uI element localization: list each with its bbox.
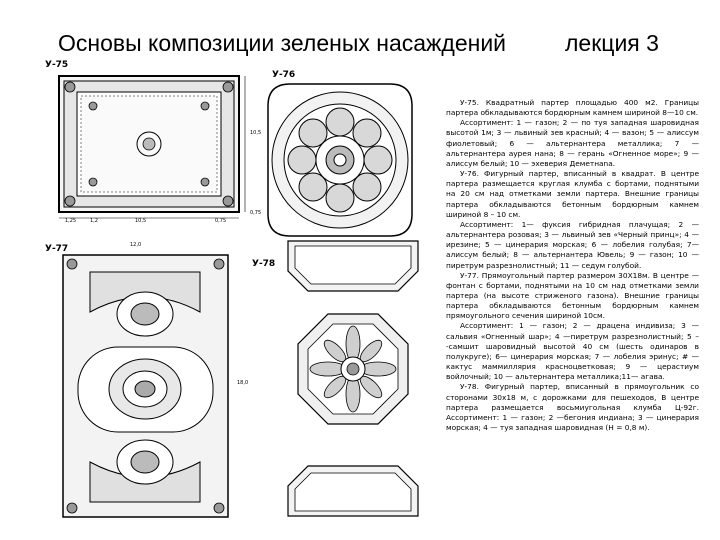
figures-area — [45, 60, 425, 530]
paragraph-u76-assortment: Ассортимент: 1— фуксия гибридная плачущая; 2 — альтернантера розовая; 3 — львиный зев «Черный принц»; 4 — ирезине; 5 — цинерария морская; 6 — лобелия голубая; 7— алиссум белый; 8 — альтернантера Ювель; 9 — газон; 10 — пиретрум разрезнолистный; 11 — седум голубой. — [446, 219, 699, 270]
dim-label: 18,0 — [237, 380, 249, 386]
parterre-u77-drawing — [60, 252, 235, 522]
paragraph-u78: У-78. Фигурный партер, вписанный в прямоугольник со сторонами 30х18 м, с дорожками для пешеходов, В центре партера размещается восьмиугольная клумба Ц-92г. Ассортимент: 1 — газон; 2 —бегония индиана; 3 — цинерария морская; 4 — туя западная шаровидная (Н = 0,8 м). — [446, 382, 699, 432]
dim-label: 0,75 — [215, 218, 227, 224]
dim-label: 0,75 — [250, 210, 262, 216]
paragraph-u77-assortment: Ассортимент: 1 — газон; 2 — драцена индивиза; 3 — сальвия «Огненный шар»; 4 —пиретрум разрезнолистный; 5 – -самшит шаровидный высотой 40 см (шесть одинаров в полукруге); 6— цинерария морская; 7 — лобелия эринус; # — кактус маммиллярия красноцветковая; 9 — церастиум войлочный; 10 — альтернантера металлика;11— агава. — [446, 321, 699, 382]
figure-label-u78: У-78 — [252, 259, 276, 269]
dim-label: 10,5 — [250, 130, 262, 136]
parterre-u76-drawing — [260, 78, 420, 243]
description-text — [446, 98, 699, 433]
lecture-number: лекция 3 — [565, 30, 659, 56]
dim-label: 10,5 — [135, 218, 147, 224]
paragraph-u77: У-77. Прямоугольный партер размером 30Х18м. В центре — фонтан с бортами, поднятыми на 10 см над отметками земли партера (на высоте стриженого газона). Внешние границы партера обкладываются бетонным бордюрным камнем прямоугольного сечения шириной 10см. — [446, 270, 699, 321]
dim-label: 12,0 — [130, 242, 142, 248]
slide-title: Основы композиции зеленых насаждений — [58, 30, 507, 56]
paragraph-u76: У-76. Фигурный партер, вписанный в квадрат. В центре партера размещается круглая клумба с бортами, поднятыми на 20 см над отметками земли партера. Внешние границы партера обкладываются бетонным бордюрным камнем шириной 8 – 10 см. — [446, 169, 699, 219]
parterre-u78-drawing — [283, 236, 423, 526]
paragraph-u75: У-75. Квадратный партер площадью 400 м2. Границы партера обкладываются бордюрным камнем шириной 8—10 см. — [446, 98, 699, 118]
figure-label-u75: У-75 — [45, 60, 69, 70]
paragraph-u75-assortment: Ассортимент: 1 — газон; 2 — по туя западная шаровидная высотой 1м; 3 — львиный зев красный; 4 — вазон; 5 — алиссум фиолетовый; 6 — альтернантера металлика; 7 — альтернантера аурея нана; 8 — герань «Огненное море»; 9 — алиссум белый; 10 — эхеверия Деметнаnа. — [446, 118, 699, 168]
figure-label-u77: У-77 — [45, 244, 69, 254]
dim-label: 1,25 — [65, 218, 77, 224]
parterre-u75-drawing — [55, 72, 255, 222]
figure-label-u76: У-76 — [272, 70, 296, 80]
dim-label: 1,2 — [90, 218, 98, 224]
